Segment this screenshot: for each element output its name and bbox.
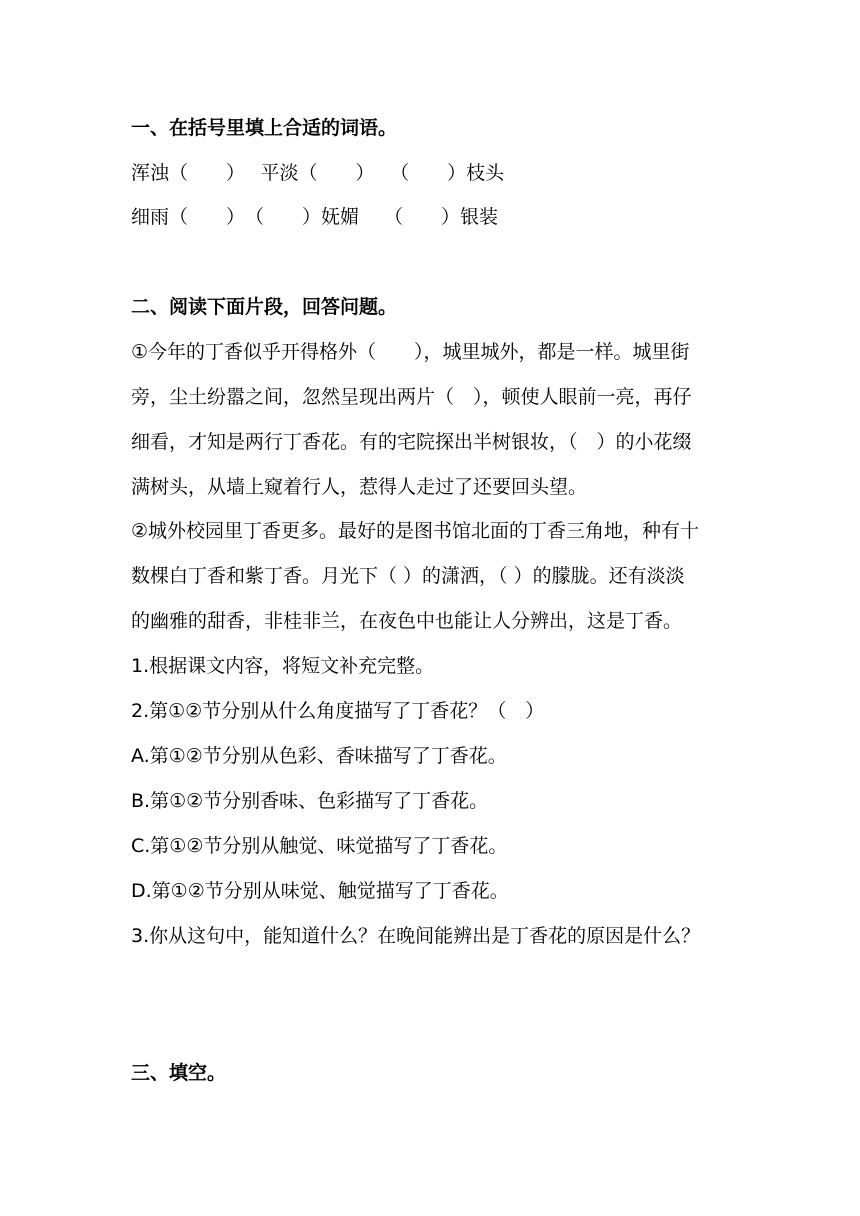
- question-3: 3.你从这句中，能知道什么？在晚间能辨出是丁香花的原因是什么？: [131, 925, 701, 947]
- passage-line: 的幽雅的甜香，非桂非兰，在夜色中也能让人分辨出，这是丁香。: [131, 610, 683, 632]
- passage-line: ②城外校园里丁香更多。最好的是图书馆北面的丁香三角地，种有十: [131, 520, 700, 542]
- option-d: D.第①②节分别从味觉、触觉描写了丁香花。: [131, 880, 509, 902]
- passage-line: ①今年的丁香似乎开得格外（ ），城里城外，都是一样。城里街: [131, 341, 690, 363]
- option-c: C.第①②节分别从触觉、味觉描写了丁香花。: [131, 835, 508, 857]
- question-2: 2.第①②节分别从什么角度描写了丁香花？（ ）: [131, 700, 545, 722]
- section1-row-1: 浑浊（ ） 平淡（ ） （ ）枝头: [131, 162, 505, 184]
- passage-line: 满树头，从墙上窥着行人，惹得人走过了还要回头望。: [131, 476, 588, 498]
- passage-line: 细看，才知是两行丁香花。有的宅院探出半树银妆，（ ）的小花缀: [131, 431, 692, 453]
- section2-heading: 二、阅读下面片段，回答问题。: [131, 296, 398, 318]
- section1-heading: 一、在括号里填上合适的词语。: [131, 117, 398, 139]
- option-a: A.第①②节分别从色彩、香味描写了丁香花。: [131, 745, 507, 767]
- section3-heading: 三、填空。: [131, 1062, 227, 1084]
- passage-line: 数棵白丁香和紫丁香。月光下（ ）的潇洒，（ ）的朦胧。还有淡淡: [131, 565, 685, 587]
- passage-line: 旁，尘土纷嚣之间，忽然呈现出两片（ ），顿使人眼前一亮，再仔: [131, 386, 692, 408]
- question-1: 1.根据课文内容，将短文补充完整。: [131, 655, 435, 677]
- section1-row-2: 细雨（ ） （ ）妩媚 （ ）银装: [131, 206, 499, 228]
- option-b: B.第①②节分别香味、色彩描写了丁香花。: [131, 790, 489, 812]
